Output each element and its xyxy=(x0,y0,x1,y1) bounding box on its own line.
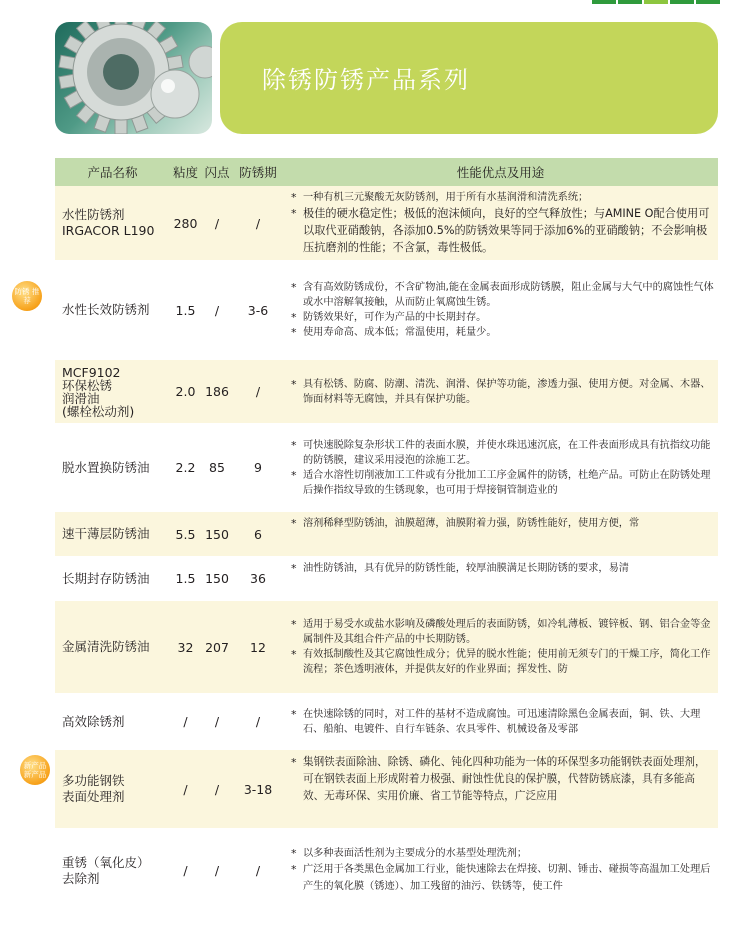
rust-period-cell: 36 xyxy=(233,557,283,601)
flash-point-cell: 207 xyxy=(201,601,233,694)
product-name: 高效除锈剂 xyxy=(55,694,170,750)
table-row xyxy=(55,186,718,261)
flash-point-cell: 186 xyxy=(201,360,233,424)
features-cell: * 具有松锈、防腐、防潮、清洗、润滑、保护等功能，渗透力强、使用方便。对金属、木器、饰面材料等无腐蚀，并具有保护功能。 xyxy=(283,360,718,424)
table-row xyxy=(55,360,718,424)
viscosity-cell: / xyxy=(170,750,201,829)
viscosity-cell: 32 xyxy=(170,601,201,694)
product-name: MCF9102 环保松锈 润滑油 (螺栓松动剂) xyxy=(55,360,170,424)
column-header-name: 产品名称 xyxy=(55,158,170,186)
column-header-features: 性能优点及用途 xyxy=(283,158,718,186)
product-name: 长期封存防锈油 xyxy=(55,557,170,601)
flash-point-cell: / xyxy=(201,694,233,750)
product-name: 重锈（氧化皮） 去除剂 xyxy=(55,829,170,913)
product-name: 水性防锈剂 IRGACOR L190 xyxy=(55,186,170,261)
table-row xyxy=(55,512,718,557)
new-product-badge: 新产品 新产品 xyxy=(20,755,50,785)
product-name: 速干薄层防锈油 xyxy=(55,512,170,557)
features-cell: * 油性防锈油，具有优异的防锈性能，较厚油膜满足长期防锈的要求，易清 xyxy=(283,557,718,601)
table-row xyxy=(55,750,718,829)
features-cell: * 集钢铁表面除油、除锈、磷化、钝化四种功能为一体的环保型多功能钢铁表面处理剂，可在钢铁表面上形成附着力极强、耐蚀性优良的保护膜，代替防锈底漆，具有多能高效、无毒环保、实用价廉、省工节能等特点，广泛应用 xyxy=(283,750,718,829)
rust-period-cell: / xyxy=(233,360,283,424)
flash-point-cell: 150 xyxy=(201,512,233,557)
column-header-viscosity: 粘度 xyxy=(170,158,201,186)
flash-point-cell: / xyxy=(201,750,233,829)
rust-period-cell: / xyxy=(233,186,283,261)
features-cell: * 在快速除锈的同时，对工件的基材不造成腐蚀。可迅速清除黑色金属表面，铜、铁、大理石、船舶、电镀件、自行车链条、农具零件、机械设备及零部 xyxy=(283,694,718,750)
table-row xyxy=(55,694,718,750)
flash-point-cell: / xyxy=(201,829,233,913)
viscosity-cell: 5.5 xyxy=(170,512,201,557)
features-cell: * 一种有机三元聚酸无灰防锈剂，用于所有水基润滑和清洗系统； * 极佳的硬水稳定性；极低的泡沫倾向，良好的空气释放性；与AMINE O配合使用可以取代亚硝酸钠，各添加0.5%的防锈效果等同于添加6%的亚硝酸钠；不会影响极压抗磨剂的性能；不含氯，毒性极低。 xyxy=(283,186,718,261)
column-header-rust-period: 防锈期 xyxy=(233,158,283,186)
viscosity-cell: 1.5 xyxy=(170,261,201,360)
viscosity-cell: 280 xyxy=(170,186,201,261)
flash-point-cell: / xyxy=(201,186,233,261)
table-row xyxy=(55,261,718,360)
viscosity-cell: 2.0 xyxy=(170,360,201,424)
product-name: 多功能钢铁 表面处理剂 xyxy=(55,750,170,829)
rust-period-cell: 12 xyxy=(233,601,283,694)
viscosity-cell: / xyxy=(170,694,201,750)
rust-period-cell: / xyxy=(233,694,283,750)
rust-period-cell: 3-18 xyxy=(233,750,283,829)
page-title: 除锈防锈产品系列 xyxy=(262,66,470,94)
product-name: 金属清洗防锈油 xyxy=(55,601,170,694)
flash-point-cell: 85 xyxy=(201,424,233,512)
features-cell: * 适用于易受水或盐水影响及磷酸处理后的表面防锈，如冷轧薄板、镀锌板、钢、铝合金等金属制件及其组合件产品的中长期防锈。 * 有效抵制酸性及其它腐蚀性成分；优异的脱水性能；使用前无须专门的干燥工序，简化工作流程；茶色透明液体，并提供友好的作业界面；挥发性、防 xyxy=(283,601,718,694)
corner-decoration xyxy=(592,0,720,4)
table-row xyxy=(55,601,718,694)
features-cell: * 溶剂稀释型防锈油，油膜超薄，油膜附着力强，防锈性能好，使用方便，常 xyxy=(283,512,718,557)
gear-photo xyxy=(55,22,212,134)
product-name: 脱水置换防锈油 xyxy=(55,424,170,512)
table-row xyxy=(55,424,718,512)
table-row xyxy=(55,829,718,913)
table-header-row xyxy=(55,158,718,186)
flash-point-cell: 150 xyxy=(201,557,233,601)
recommend-badge: 防锈 推荐 xyxy=(12,281,42,311)
rust-period-cell: / xyxy=(233,829,283,913)
rust-period-cell: 3-6 xyxy=(233,261,283,360)
rust-period-cell: 6 xyxy=(233,512,283,557)
viscosity-cell: 1.5 xyxy=(170,557,201,601)
product-table xyxy=(55,158,718,913)
features-cell: * 可快速脱除复杂形状工件的表面水膜，并使水珠迅速沉底，在工件表面形成具有抗指纹功能的防锈膜，建议采用浸泡的涂施工艺。 * 适合水溶性切削液加工工件或有分批加工工序金属件的防锈，杜绝产品。可防止在防锈处理后操作指纹导致的生锈现象，也可用于焊接铜管制造业的 xyxy=(283,424,718,512)
features-cell: * 含有高效防锈成份，不含矿物油,能在金属表面形成防锈膜，阻止金属与大气中的腐蚀性气体或水中溶解氧接触，从而防止氧腐蚀生锈。 * 防锈效果好，可作为产品的中长期封存。 * 使用寿命高、成本低；常温使用，耗量少。 xyxy=(283,261,718,360)
rust-period-cell: 9 xyxy=(233,424,283,512)
title-banner xyxy=(220,22,718,134)
viscosity-cell: / xyxy=(170,829,201,913)
viscosity-cell: 2.2 xyxy=(170,424,201,512)
table-row xyxy=(55,557,718,601)
product-name: 水性长效防锈剂 xyxy=(55,261,170,360)
column-header-flash-point: 闪点 xyxy=(201,158,233,186)
features-cell: * 以多种表面活性剂为主要成分的水基型处理洗剂； * 广泛用于各类黑色金属加工行业，能快速除去在焊接、切割、锤击、碰损等高温加工处理后产生的氧化膜（锈迹）、加工残留的油污、铁锈等，使工件 xyxy=(283,829,718,913)
flash-point-cell: / xyxy=(201,261,233,360)
